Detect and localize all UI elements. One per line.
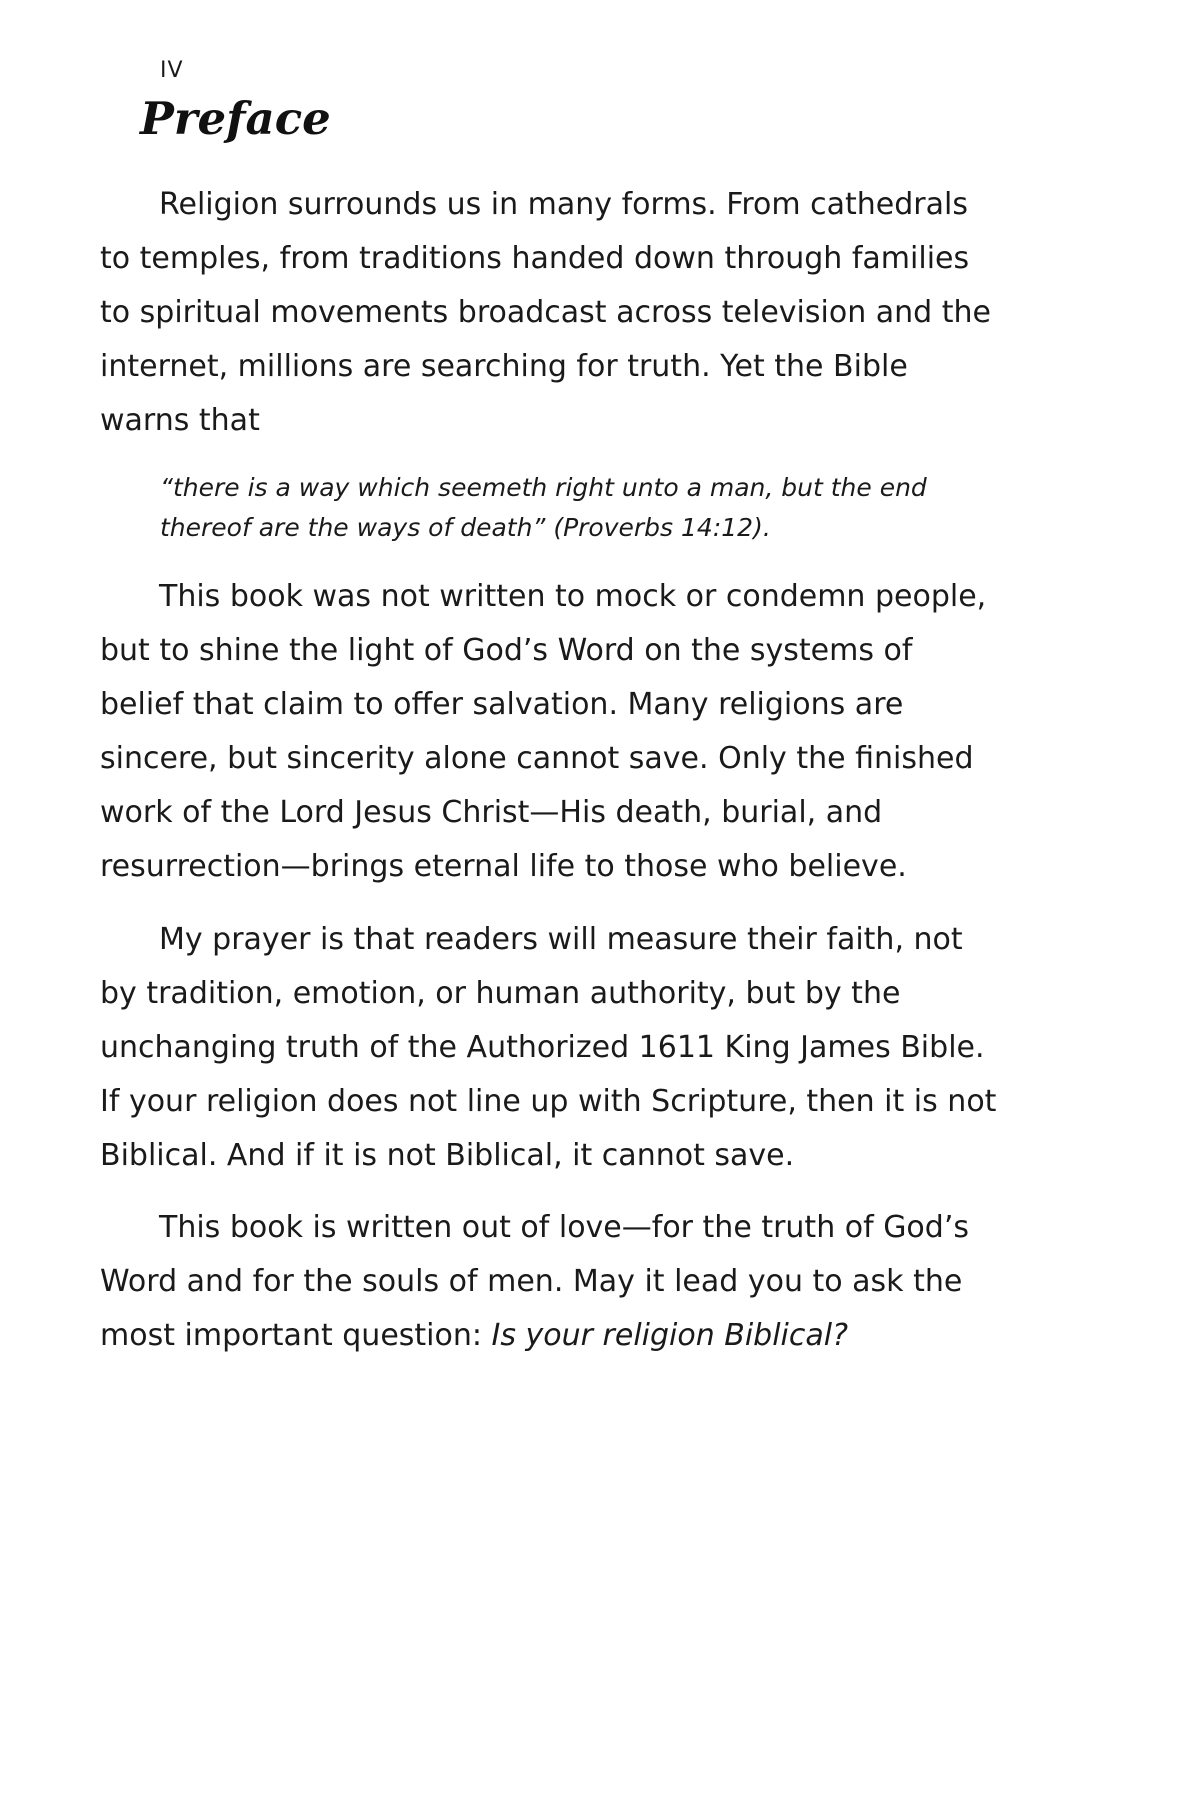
text-line: sincere, but sincerity alone cannot save. Only the finished [100,741,974,776]
text-line [100,1309,1040,1363]
text-line: belief that claim to offer salvation. Many religions are [100,687,904,722]
text-line: If your religion does not line up with Scripture, then it is not [100,1084,997,1119]
page-number: IV [160,58,184,83]
text-line: My prayer is that readers will measure their faith, not [159,922,963,957]
text-line: by tradition, emotion, or human authority, but by the [100,976,901,1011]
text-line: to temples, from traditions handed down through families [100,241,970,276]
text-line: Religion surrounds us in many forms. From cathedrals [159,187,968,222]
text-line: resurrection—brings eternal life to those who believe. [100,849,907,884]
text-line: to spiritual movements broadcast across television and the [100,295,991,330]
text-line: Biblical. And if it is not Biblical, it cannot save. [100,1138,795,1173]
text-line: internet, millions are searching for truth. Yet the Bible [100,349,908,384]
paragraph-prayer [100,913,1040,1183]
text-line: unchanging truth of the Authorized 1611 King James Bible. [100,1030,985,1065]
paragraph-purpose [100,570,1040,894]
quote-line: “there is a way which seemeth right unto a man, but the end [160,473,927,502]
closing-question: Is your religion Biblical? [491,1318,849,1353]
text-line: work of the Lord Jesus Christ—His death, burial, and [100,795,883,830]
text-line: warns that [100,403,260,438]
text-line: but to shine the light of God’s Word on the systems of [100,633,913,668]
page-title: Preface [140,92,331,145]
scripture-quote [160,468,1020,548]
paragraph-intro [100,178,1040,448]
paragraph-closing [100,1201,1040,1363]
text-line: This book was not written to mock or condemn people, [159,579,987,614]
text-line: This book is written out of love—for the truth of God’s [159,1210,969,1245]
quote-line: thereof are the ways of death” (Proverbs 14:12). [160,513,771,542]
text-line: Word and for the souls of men. May it lead you to ask the [100,1264,963,1299]
closing-prefix: most important question: [100,1318,492,1353]
